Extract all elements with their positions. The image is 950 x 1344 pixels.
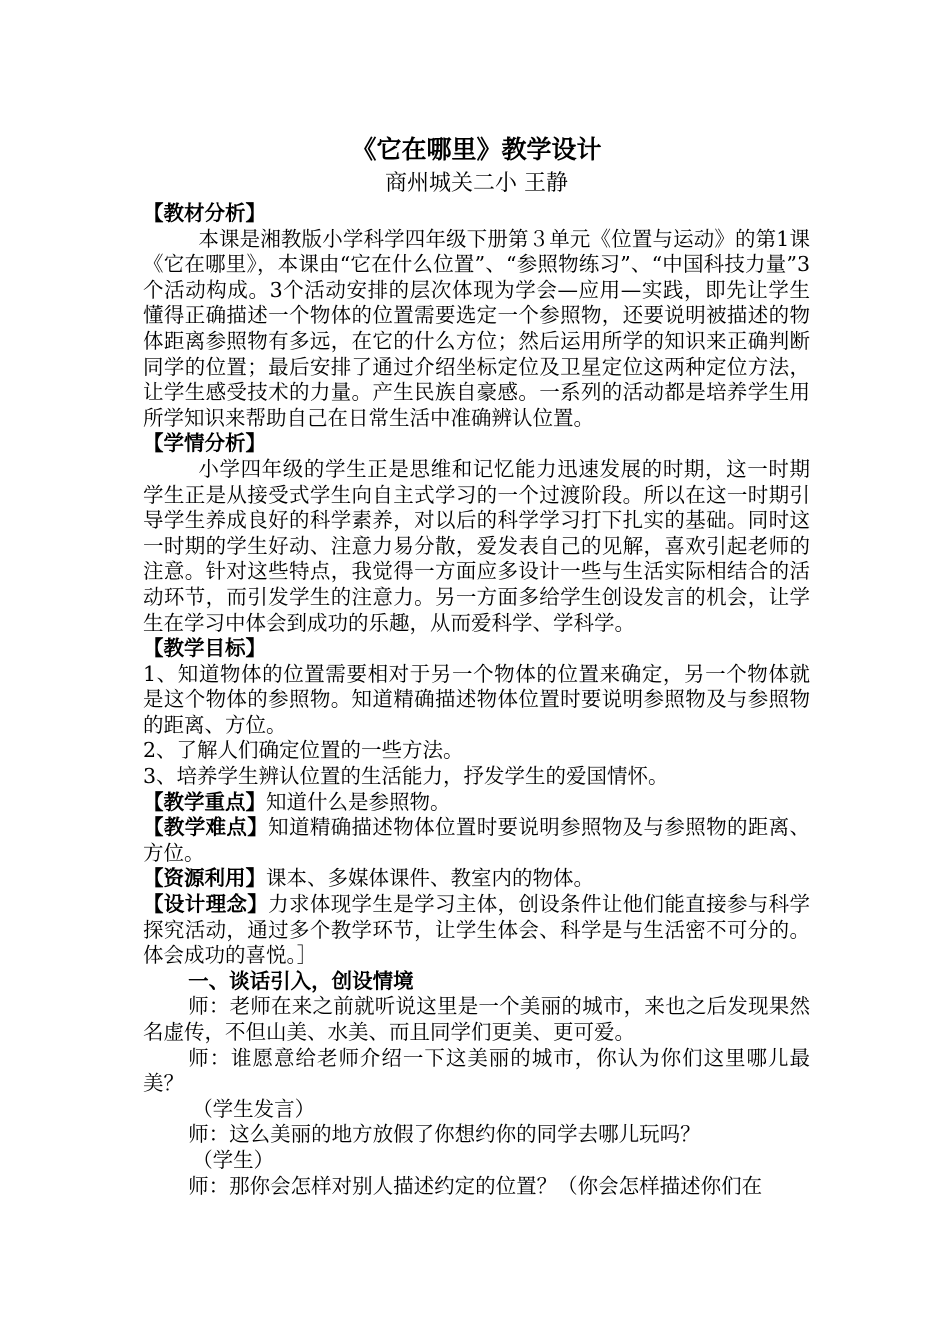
dialogue-line: 师：谁愿意给老师介绍一下这美丽的城市，你认为你们这里哪儿最美？ bbox=[143, 1045, 810, 1096]
goal-item: 3、培养学生辨认位置的生活能力，抒发学生的爱国情怀。 bbox=[143, 764, 669, 789]
dialogue-line: 师：老师在来之前就听说这里是一个美丽的城市，来也之后发现果然名虚传，不但山美、水美、而且同学们更美、更可爱。 bbox=[143, 994, 810, 1044]
section-heading-material: 【教材分析】 bbox=[143, 201, 266, 225]
document-author: 商州城关二小 王静 bbox=[385, 171, 568, 196]
section-body-material: 本课是湘教版小学科学四年级下册第３单元《位置与运动》的第1课《它在哪里》，本课由“它在什么位置”、“参照物练习”、“中国科技力量”3个活动构成。3个活动安排的层次体现为学会—应用—实践，即先让学生懂得正确描述一个物体的位置需要选定一个参照物，还要说明被描述的物体距离参照物有多远，在它的什么方位；然后运用所学的知识来正确判断同学的位置；最后安排了通过介绍坐标定位及卫星定位这两种定位方法，让学生感受技术的力量。产生民族自豪感。一系列的活动都是培养学生用所学知识来帮助自己在日常生活中准确辨认位置。 bbox=[143, 226, 810, 430]
section-heading-difficulty: 【教学难点】 bbox=[143, 815, 269, 840]
section-body-difficulty: 知道精确描述物体位置时要说明参照物及与参照物的距离、方位。 bbox=[143, 815, 811, 865]
section-body-students: 小学四年级的学生正是思维和记忆能力迅速发展的时期，这一时期学生正是从接受式学生向自主式学习的一个过渡阶段。所以在这一时期引导学生养成良好的科学素养，对以后的科学学习打下扎实的基础。同时这一时期的学生好动、注意力易分散，爱发表自己的见解，喜欢引起老师的注意。针对这些特点，我觉得一方面应多设计一些与生活实际相结合的活动环节，而引发学生的注意力。另一方面多给学生创设发言的机会，让学生在学习中体会到成功的乐趣，从而爱科学、学科学。 bbox=[143, 456, 810, 635]
concept-paragraph bbox=[143, 892, 810, 969]
dialogue-line: （学生） bbox=[192, 1147, 275, 1172]
section-heading-key-point: 【教学重点】 bbox=[143, 789, 266, 814]
goal-item: 1、知道物体的位置需要相对于另一个物体的位置来确定，另一个物体就是这个物体的参照物。知道精确描述物体位置时要说明参照物及与参照物的距离、方位。 bbox=[143, 661, 810, 737]
section-heading-concept: 【设计理念】 bbox=[143, 892, 269, 917]
section-heading-students: 【学情分析】 bbox=[143, 431, 266, 456]
section-body-concept: 力求体现学生是学习主体，创设条件让他们能直接参与科学探究活动，通过多个教学环节，让学生体会、科学是与生活密不可分的。体会成功的喜悦。］ bbox=[143, 892, 811, 968]
section-heading-goals: 【教学目标】 bbox=[143, 636, 266, 661]
goal-item: 2、了解人们确定位置的一些方法。 bbox=[143, 738, 464, 763]
section-body-resources: 课本、多媒体课件、教室内的物体。 bbox=[266, 866, 594, 891]
document-content bbox=[143, 133, 810, 1199]
part1-heading: 一、谈话引入，创设情境 bbox=[188, 968, 414, 993]
document-title: 《它在哪里》教学设计 bbox=[351, 135, 602, 164]
section-body-key-point: 知道什么是参照物。 bbox=[266, 789, 451, 814]
dialogue-line: 师：那你会怎样对别人描述约定的位置？（你会怎样描述你们在 bbox=[188, 1173, 763, 1198]
key-point-paragraph bbox=[143, 790, 810, 816]
difficulty-paragraph bbox=[143, 815, 810, 866]
section-heading-resources: 【资源利用】 bbox=[143, 866, 266, 891]
dialogue-line: （学生发言） bbox=[192, 1096, 316, 1121]
dialogue-line: 师：这么美丽的地方放假了你想约你的同学去哪儿玩吗？ bbox=[188, 1122, 701, 1147]
resources-paragraph bbox=[143, 866, 810, 892]
